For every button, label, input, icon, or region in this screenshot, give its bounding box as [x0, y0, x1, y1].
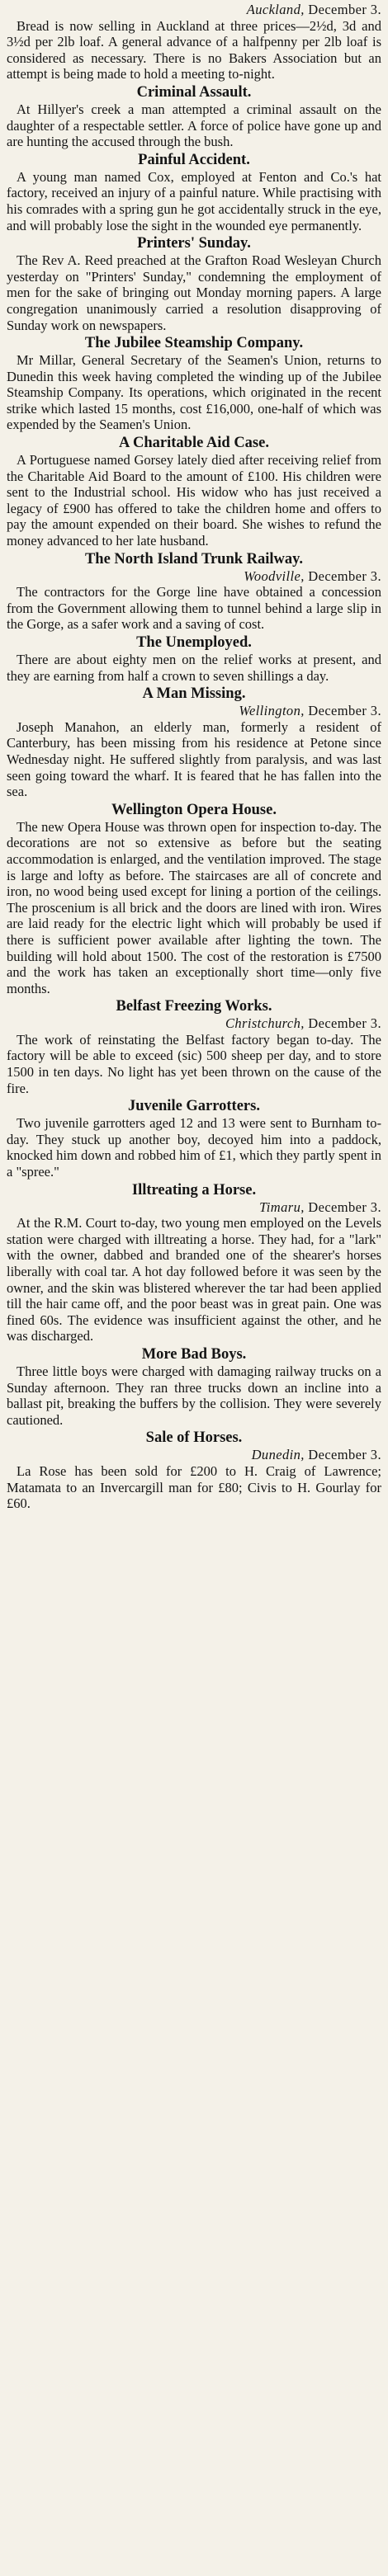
news-item — [7, 685, 381, 800]
news-paragraph: Bread is now selling in Auckland at three prices—2½d, 3d and 3½d per 2lb loaf. A general advance of a halfpenny per 2lb loaf is considered as necessary. There is no Bakers Association but an attempt is being made to hold a meeting to-night. — [7, 17, 381, 82]
dateline-date: December 3. — [308, 2, 381, 17]
dateline-place: Dunedin, — [251, 1447, 305, 1463]
dateline-place: Wellington, — [239, 703, 305, 719]
news-headline: Juvenile Garrotters. — [128, 1098, 260, 1115]
news-headline: The North Island Trunk Railway. — [84, 550, 304, 567]
news-paragraph: La Rose has been sold for £200 to H. Craig of Lawrence; Matamata to an Invercargill man for £80; Civis to H. Gourlay for £60. — [7, 1462, 381, 1512]
news-headline: Painful Accident. — [138, 151, 250, 168]
news-item — [7, 1098, 381, 1180]
dateline — [7, 703, 381, 719]
dateline-place: Auckland, — [246, 2, 305, 17]
dateline — [7, 1015, 381, 1032]
dateline-place: Woodville, — [244, 567, 305, 584]
news-item — [7, 1182, 381, 1345]
news-item — [7, 998, 381, 1096]
dateline-date: December 3. — [308, 1015, 381, 1032]
news-item — [7, 84, 381, 150]
newspaper-column — [7, 0, 381, 1512]
dateline-place: Timaru, — [259, 1199, 305, 1215]
news-paragraph: There are about eighty men on the relief works at present, and they are earning from half a crown to seven shillings a day. — [7, 652, 381, 684]
news-item — [7, 1429, 381, 1511]
news-item — [7, 435, 381, 549]
news-paragraph: Three little boys were charged with damaging railway trucks on a Sunday afternoon. They ran three trucks down an incline into a ballast pit, breaking the buffers by the collision. They were severely cautioned. — [7, 1363, 381, 1428]
dateline — [7, 1199, 381, 1216]
news-headline: Illtreating a Horse. — [131, 1181, 257, 1199]
news-item — [7, 1346, 381, 1428]
news-headline: Printers' Sunday. — [137, 235, 251, 252]
news-headline: A Man Missing. — [142, 685, 246, 703]
news-headline: More Bad Boys. — [141, 1345, 247, 1363]
dateline-date: December 3. — [308, 567, 381, 584]
news-headline: Wellington Opera House. — [111, 801, 277, 818]
news-headline: Sale of Horses. — [145, 1429, 243, 1447]
news-headline: Belfast Freezing Works. — [116, 998, 272, 1015]
news-headline: Criminal Assault. — [136, 83, 252, 101]
news-headline: A Charitable Aid Case. — [119, 435, 269, 452]
dateline — [7, 1447, 381, 1463]
news-paragraph: The new Opera House was thrown open for inspection to-day. The decorations are not so extensive as before but the seating accommodation is enlarged, and the ventilation improved. The stage is large and lofty as before. The staircases are all of concrete and iron, no wood being used except for lining a portion of the ceilings. The proscenium is all brick and the doors are lined with iron. Wires are laid ready for the electric light which will probably be used if there is sufficient power available after lighting the town. The building will hold about 1500. The cost of the restoration is £7500 and the work has taken an exceptionally short time—only five months. — [7, 818, 381, 996]
news-item — [7, 235, 381, 333]
dateline-place: Christchurch, — [225, 1015, 305, 1032]
news-item — [7, 152, 381, 233]
news-item — [7, 2, 381, 82]
news-paragraph: The Rev A. Reed preached at the Grafton Road Wesleyan Church yesterday on "Printers' Sunday," condemning the employment of men for the sake of bringing out Monday morning papers. A large congregation unanimously carried a resolution disapproving of Sunday work on newspapers. — [7, 252, 381, 333]
dateline-date: December 3. — [308, 1447, 381, 1463]
news-paragraph: A young man named Cox, employed at Fenton and Co.'s hat factory, received an injury of a painful nature. While practising with his comrades with a spring gun he got accidentally struck in the eye, and will probably lose the sight in the wounded eye permanently. — [7, 168, 381, 233]
news-paragraph: At Hillyer's creek a man attempted a criminal assault on the daughter of a respectable settler. A force of police have gone up and are hunting the accused through the bush. — [7, 101, 381, 150]
news-paragraph: Two juvenile garrotters aged 12 and 13 were sent to Burnham to-day. They stuck up another boy, decoyed him into a paddock, knocked him down and robbed him of £1, which they partly spent in a "spree." — [7, 1115, 381, 1180]
dateline-date: December 3. — [308, 1199, 381, 1215]
news-paragraph: The contractors for the Gorge line have obtained a concession from the Government allowing them to tunnel behind a large slip in the Gorge, as a safer work and a saving of cost. — [7, 584, 381, 633]
news-item — [7, 802, 381, 997]
news-paragraph: At the R.M. Court to-day, two young men employed on the Levels station were charged with illtreating a horse. They had, for a "lark" with the owner, dabbed and branded one of the shearer's horses liberally with coal tar. A hot day followed before it was seen by the owner, and the skin was blistered wherever the tar had been applied till the hair came off, and the poor beast was in great pain. One was fined 60s. The evidence was insufficient against the other, and he was discharged. — [7, 1215, 381, 1345]
dateline — [7, 2, 381, 18]
news-paragraph: A Portuguese named Gorsey lately died after receiving relief from the Charitable Aid Board to the amount of £100. His children were sent to the Industrial school. His widow who has just received a legacy of £900 has offered to take the children home and offers to pay the amount expended on their board. She wishes to refund the money advanced to her late husband. — [7, 452, 381, 549]
news-item — [7, 634, 381, 684]
news-item — [7, 335, 381, 433]
news-headline: The Unemployed. — [136, 634, 252, 651]
news-paragraph: Joseph Manahon, an elderly man, formerly a resident of Canterbury, has been missing from his residence at Petone since Wednesday night. He suffered slightly from paralysis, and was last seen going toward the wharf. It is feared that he has fallen into the sea. — [7, 718, 381, 800]
news-paragraph: Mr Millar, General Secretary of the Seamen's Union, returns to Dunedin this week having completed the winding up of the Jubilee Steamship Company. Its operations, which originated in the recent strike which lasted 15 months, cost £16,000, one-half of which was expended by the Seamen's Union. — [7, 352, 381, 433]
news-headline: The Jubilee Steamship Company. — [84, 335, 304, 352]
news-paragraph: The work of reinstating the Belfast factory began to-day. The factory will be able to exceed (sic) 500 sheep per day, and to store 1500 in ten days. No light has yet been thrown on the cause of the fire. — [7, 1031, 381, 1096]
dateline — [7, 568, 381, 585]
news-item — [7, 551, 381, 633]
dateline-date: December 3. — [308, 703, 381, 719]
